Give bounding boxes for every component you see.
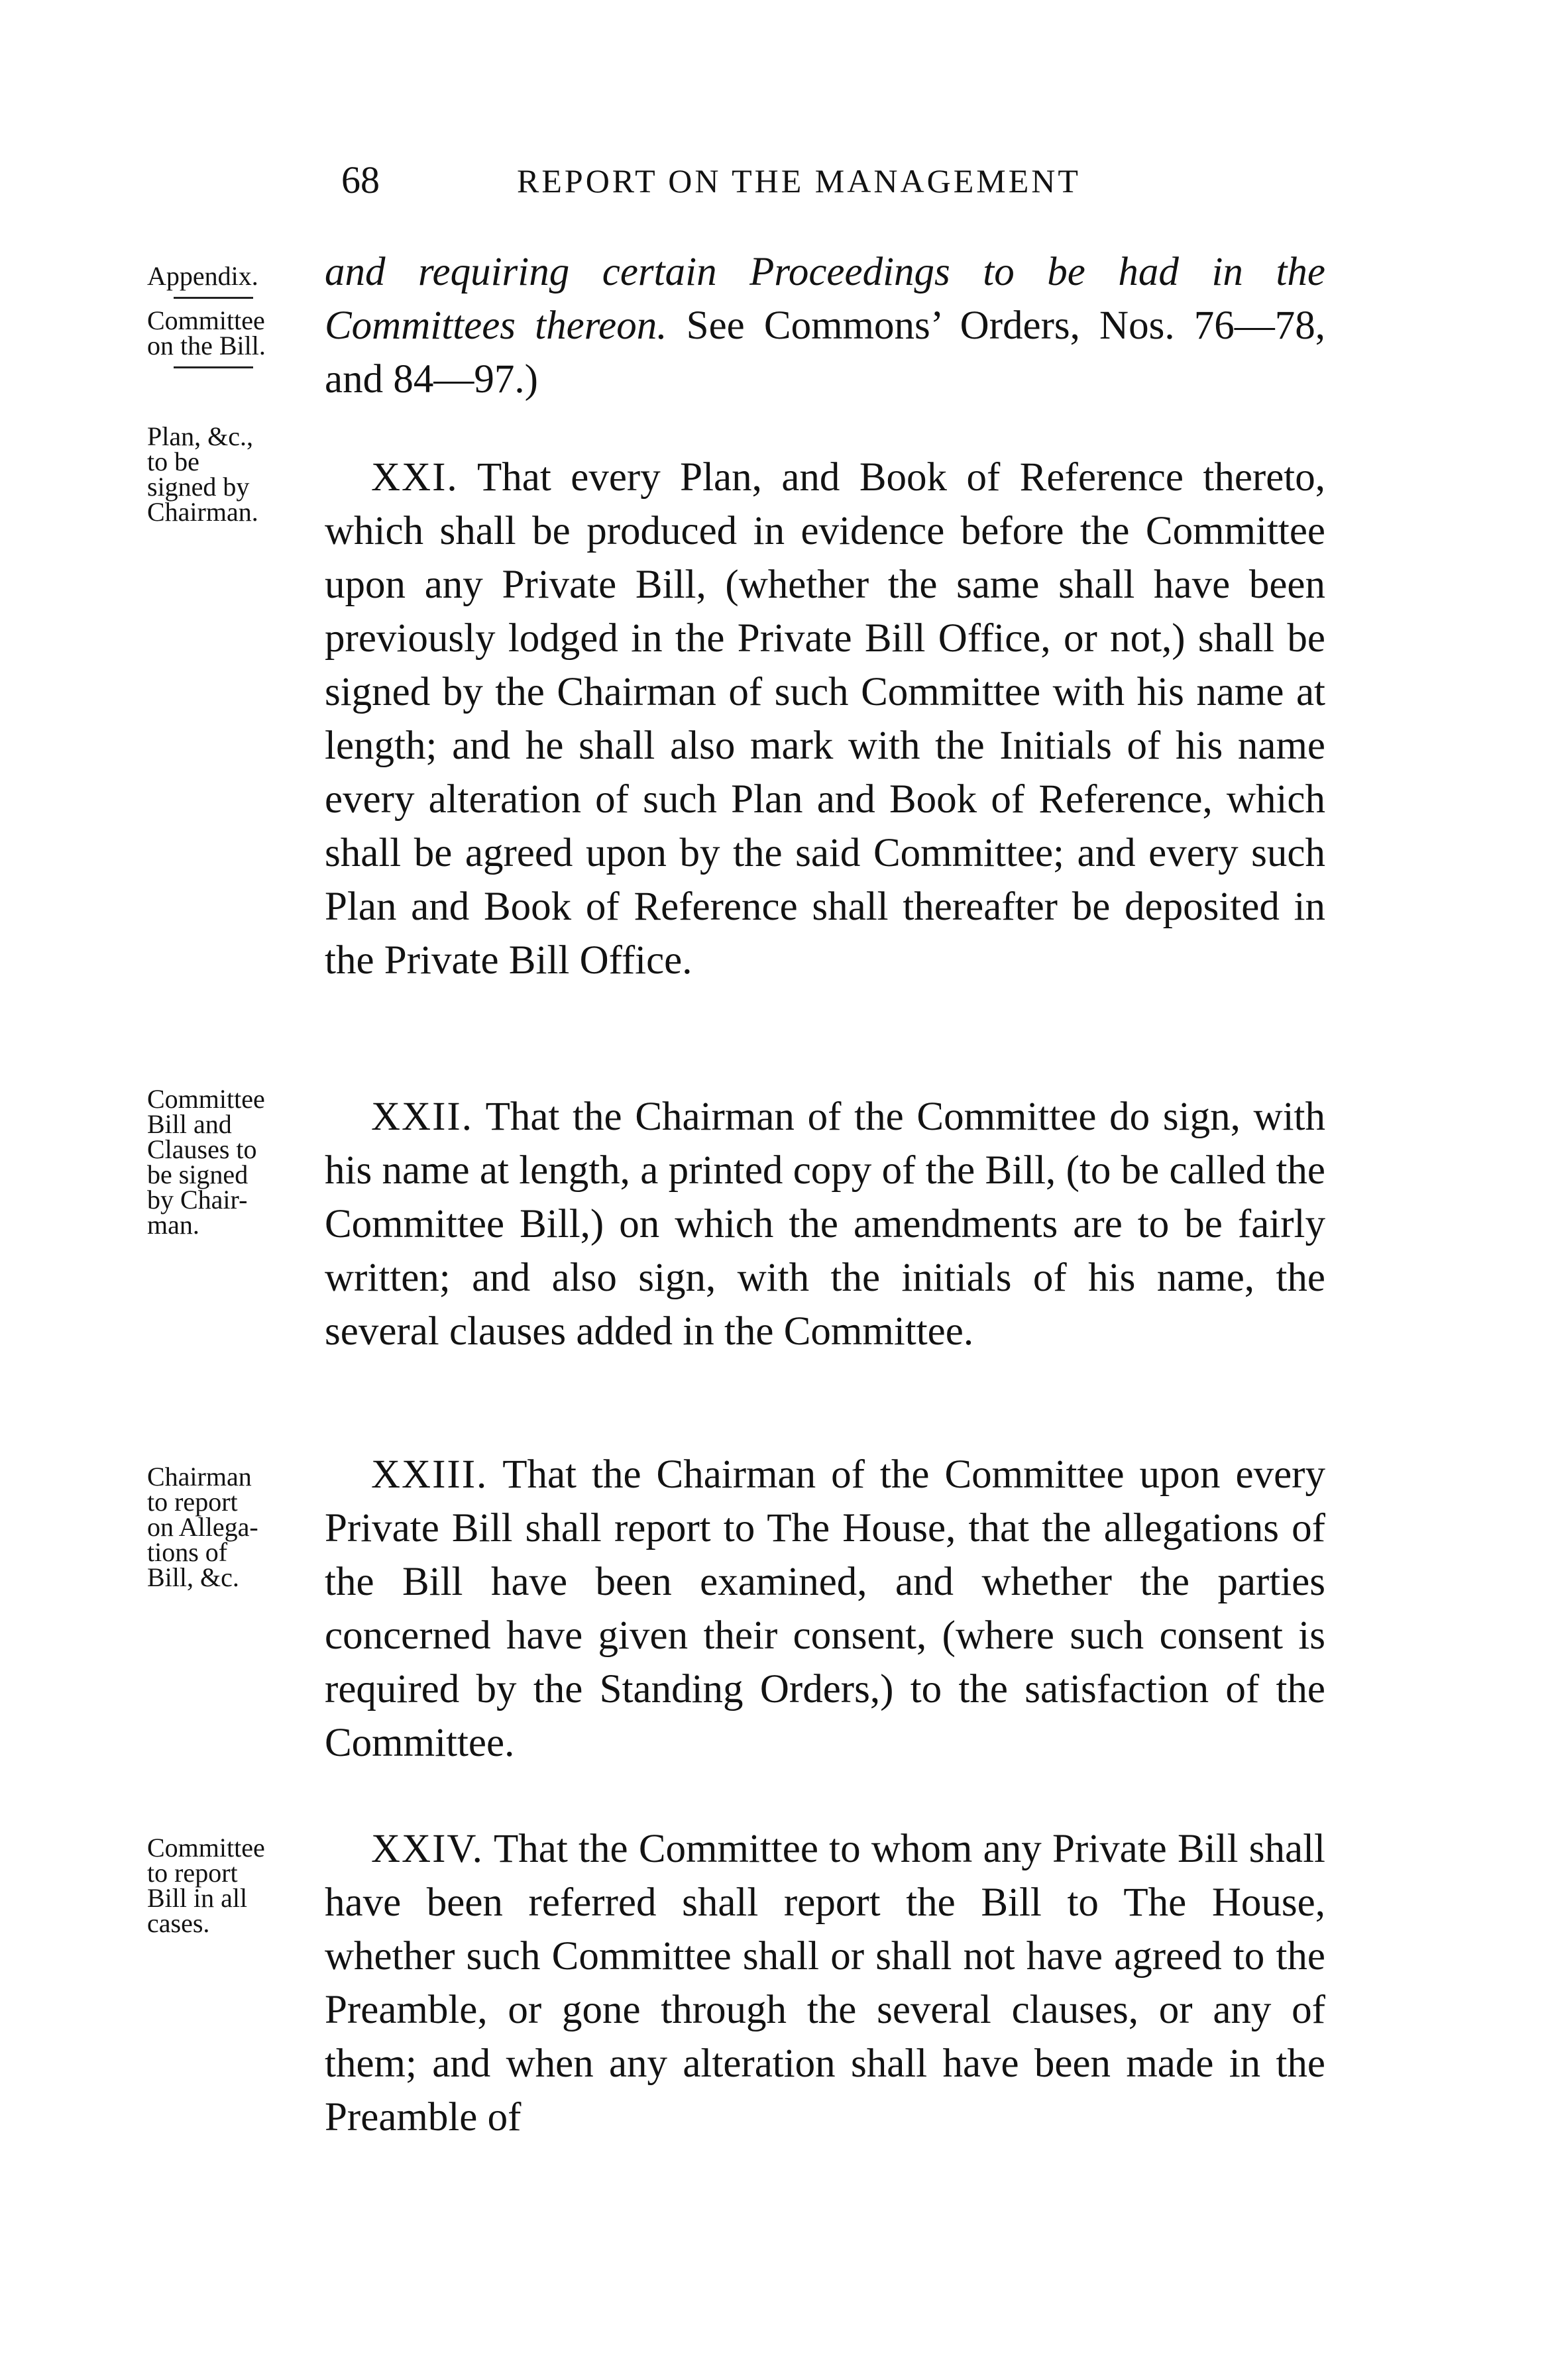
section-xxi bbox=[325, 451, 1325, 987]
margin-note-appendix bbox=[147, 261, 313, 378]
section-text: That the Chairman of the Committee upon every Private Bill shall report to The House, that the allegations of the Bill have been examined, and whether the parties concerned have given their consent, (where such consent is required by the Standing Orders,) to the satisfaction of the Committee. bbox=[325, 1452, 1325, 1765]
margin-note-line: to report bbox=[147, 1858, 238, 1888]
section-text: That the Committee to whom any Private Bill shall have been referred shall report the Bill to The House, whether such Committee shall or shall not have agreed to the Preamble, or gone through the several clauses, or any of them; and when any alteration shall have been made in the Preamble of bbox=[325, 1827, 1325, 2139]
margin-note-line: Committee bbox=[147, 1833, 265, 1863]
margin-note-xxi bbox=[147, 421, 313, 527]
margin-note-line: by Chair- bbox=[147, 1185, 248, 1215]
margin-note-line: Bill, &c. bbox=[147, 1562, 239, 1592]
margin-note-line: Chairman. bbox=[147, 497, 258, 527]
section-number: XXIII. bbox=[371, 1452, 488, 1497]
section-number: XXII. bbox=[371, 1095, 473, 1139]
margin-note-line: to report bbox=[147, 1487, 238, 1517]
margin-note-line: be signed bbox=[147, 1160, 249, 1189]
margin-divider bbox=[174, 297, 253, 299]
section-number: XXIV. bbox=[371, 1827, 484, 1871]
margin-note-line: cases. bbox=[147, 1908, 210, 1938]
margin-note-line: Appendix. bbox=[147, 261, 258, 291]
page-number: 68 bbox=[341, 158, 380, 201]
margin-note-xxiii bbox=[147, 1464, 313, 1590]
margin-note-line: Chairman bbox=[147, 1462, 252, 1491]
margin-note-line: signed by bbox=[147, 472, 250, 502]
margin-note-xxiv bbox=[147, 1835, 313, 1936]
margin-note-line: to be bbox=[147, 447, 199, 476]
margin-note-line: tions of bbox=[147, 1537, 228, 1567]
page-header bbox=[0, 158, 1548, 217]
margin-note-line: on the Bill. bbox=[147, 331, 266, 360]
margin-divider bbox=[174, 366, 253, 368]
section-xxiv bbox=[325, 1822, 1325, 2144]
continuation-italic: and requiring certain Proceedings to be had in the Committees thereon. bbox=[325, 250, 1325, 348]
section-xxii bbox=[325, 1090, 1325, 1358]
margin-note-line: Bill and bbox=[147, 1109, 232, 1139]
section-xxiii bbox=[325, 1448, 1325, 1770]
margin-note-line: Plan, &c., bbox=[147, 421, 253, 451]
running-head: REPORT ON THE MANAGEMENT bbox=[517, 162, 1081, 199]
margin-note-line: on Allega- bbox=[147, 1512, 258, 1542]
margin-note-xxii bbox=[147, 1084, 313, 1240]
margin-note-line: Bill in all bbox=[147, 1883, 248, 1913]
continuation-paragraph bbox=[325, 245, 1325, 406]
margin-note-line: Committee bbox=[147, 305, 265, 335]
section-text: That the Chairman of the Committee do sign, with his name at length, a printed copy of the Bill, (to be called the Committee Bill,) on which the amendments are to be fairly written; and also sign, with the initials of his name, the several clauses added in the Committee. bbox=[325, 1095, 1325, 1354]
margin-note-line: Committee bbox=[147, 1084, 265, 1114]
section-number: XXI. bbox=[371, 455, 459, 500]
margin-note-line: Clauses to bbox=[147, 1134, 257, 1164]
margin-note-line: man. bbox=[147, 1210, 199, 1240]
section-text: That every Plan, and Book of Reference thereto, which shall be produced in evidence before the Committee upon any Private Bill, (whether the same shall have been previously lodged in the Private Bill Office, or not,) shall be signed by the Chairman of such Committee with his name at length; and he shall also mark with the Initials of his name every alteration of such Plan and Book of Reference, which shall be agreed upon by the said Committee; and every such Plan and Book of Reference shall thereafter be deposited in the Private Bill Office. bbox=[325, 455, 1325, 983]
continuation-plain: See Commons’ Orders, Nos. 76—78, and 84—97.) bbox=[325, 303, 1325, 402]
